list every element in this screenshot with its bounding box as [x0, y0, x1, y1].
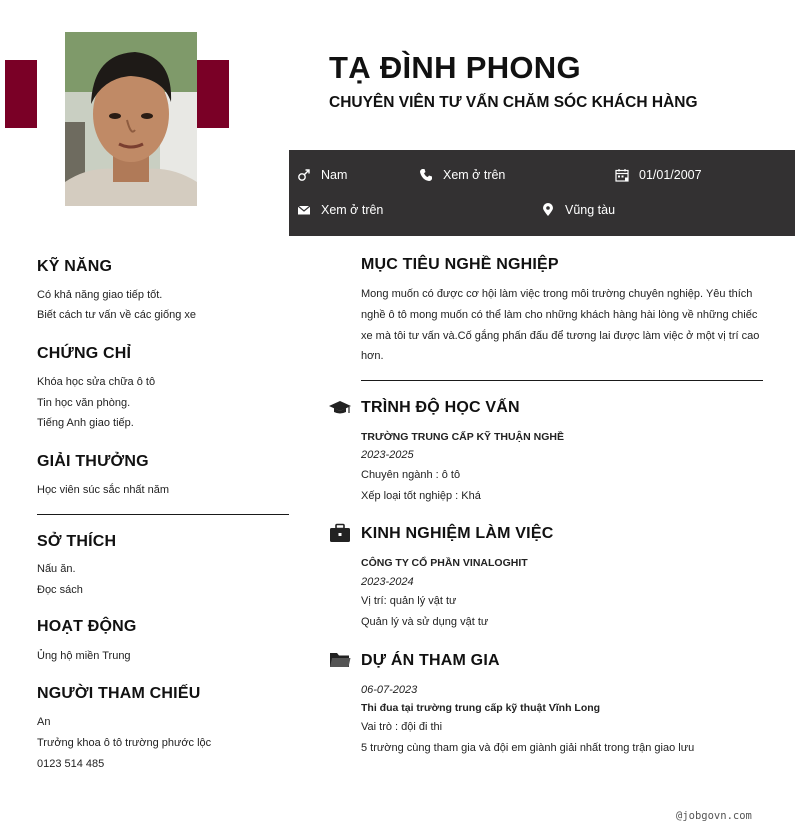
award-item: Học viên súc sắc nhất năm [37, 484, 170, 496]
left-divider [37, 514, 289, 515]
experience-period: 2023-2024 [361, 576, 414, 588]
job-title: CHUYÊN VIÊN TƯ VẤN CHĂM SÓC KHÁCH HÀNG [329, 94, 698, 111]
info-gender [297, 168, 347, 182]
certificates-title: CHỨNG CHỈ [37, 345, 132, 362]
reference-item: 0123 514 485 [37, 758, 105, 770]
education-period: 2023-2025 [361, 449, 414, 461]
experience-title: KINH NGHIỆM LÀM VIỆC [361, 525, 554, 542]
info-email [297, 203, 383, 217]
activity-item: Ủng hộ miền Trung [37, 650, 131, 662]
experience-company: CÔNG TY CỔ PHẦN VINALOGHIT [361, 557, 528, 569]
gender-icon [297, 168, 311, 182]
briefcase-icon [329, 523, 351, 543]
birthday-value: 01/01/2007 [639, 168, 702, 182]
info-address [541, 203, 615, 217]
certificate-item: Tin học văn phòng. [37, 397, 131, 409]
education-school: TRƯỜNG TRUNG CẤP KỸ THUẬN NGHỀ [361, 431, 564, 443]
gender-value: Nam [321, 168, 348, 182]
right-divider [361, 380, 763, 381]
education-grade: Xếp loại tốt nghiệp : Khá [361, 490, 481, 502]
watermark: @jobgovn.com [676, 810, 752, 822]
profile-photo [65, 32, 197, 206]
objective-line: xe mà tôi tư vấn và.Cố gắng phấn đấu để tương lai được làm việc ở một vị trí cao [361, 329, 760, 342]
hobby-item: Đọc sách [37, 584, 83, 596]
phone-icon [419, 168, 433, 182]
awards-title: GIẢI THƯỞNG [37, 453, 149, 470]
location-pin-icon [541, 203, 555, 217]
hobbies-title: SỞ THÍCH [37, 533, 117, 550]
references-title: NGƯỜI THAM CHIẾU [37, 685, 201, 702]
email-icon [297, 203, 311, 217]
project-role: Vai trò : đội đi thi [361, 721, 443, 733]
email-value: Xem ở trên [321, 203, 384, 217]
objective-line: nghề ô tô mong muốn có thể làm cho những khách hàng hài lòng về những chiếc [361, 308, 758, 321]
project-name: Thi đua tại trường trung cấp kỹ thuật Vĩnh Long [361, 702, 601, 714]
objective-line: hơn. [361, 350, 384, 363]
objective-line: Mong muốn có được cơ hội làm việc trong môi trường chuyên nghiệp. Yêu thích [361, 288, 753, 300]
activities-title: HOẠT ĐỘNG [37, 618, 137, 635]
graduation-cap-icon [329, 398, 351, 418]
reference-item: An [37, 716, 51, 728]
phone-value: Xem ở trên [443, 168, 506, 182]
experience-description: Quản lý và sử dụng vật tư [361, 616, 489, 628]
skills-title: KỸ NĂNG [37, 258, 113, 275]
accent-bar-right [197, 60, 229, 128]
objective-text [361, 284, 765, 367]
personal-info-box [289, 150, 795, 236]
education-title: TRÌNH ĐỘ HỌC VẤN [361, 399, 520, 416]
skill-item: Có khả năng giao tiếp tốt. [37, 289, 163, 301]
calendar-icon [615, 168, 629, 182]
candidate-name: TẠ ĐÌNH PHONG [329, 50, 581, 85]
profile-photo-illustration [65, 32, 197, 206]
hobby-item: Nấu ăn. [37, 563, 76, 575]
reference-item: Trưởng khoa ô tô trường phước lộc [37, 737, 212, 749]
info-phone [419, 168, 505, 182]
address-value: Vũng tàu [565, 203, 616, 217]
experience-position: Vị trí: quản lý vật tư [361, 595, 457, 607]
skill-item: Biết cách tư vấn về các giống xe [37, 309, 197, 321]
certificate-item: Khóa học sửa chữa ô tô [37, 376, 156, 388]
info-birthday [615, 168, 702, 182]
project-date: 06-07-2023 [361, 684, 418, 696]
accent-bar-left [5, 60, 37, 128]
project-description: 5 trường cùng tham gia và đội em giành giải nhất trong trận giao lưu [361, 742, 695, 754]
objective-title: MỤC TIÊU NGHỀ NGHIỆP [361, 256, 559, 273]
projects-title: DỰ ÁN THAM GIA [361, 652, 500, 669]
education-major: Chuyên ngành : ô tô [361, 469, 461, 481]
certificate-item: Tiếng Anh giao tiếp. [37, 417, 134, 429]
folder-icon [329, 650, 351, 670]
